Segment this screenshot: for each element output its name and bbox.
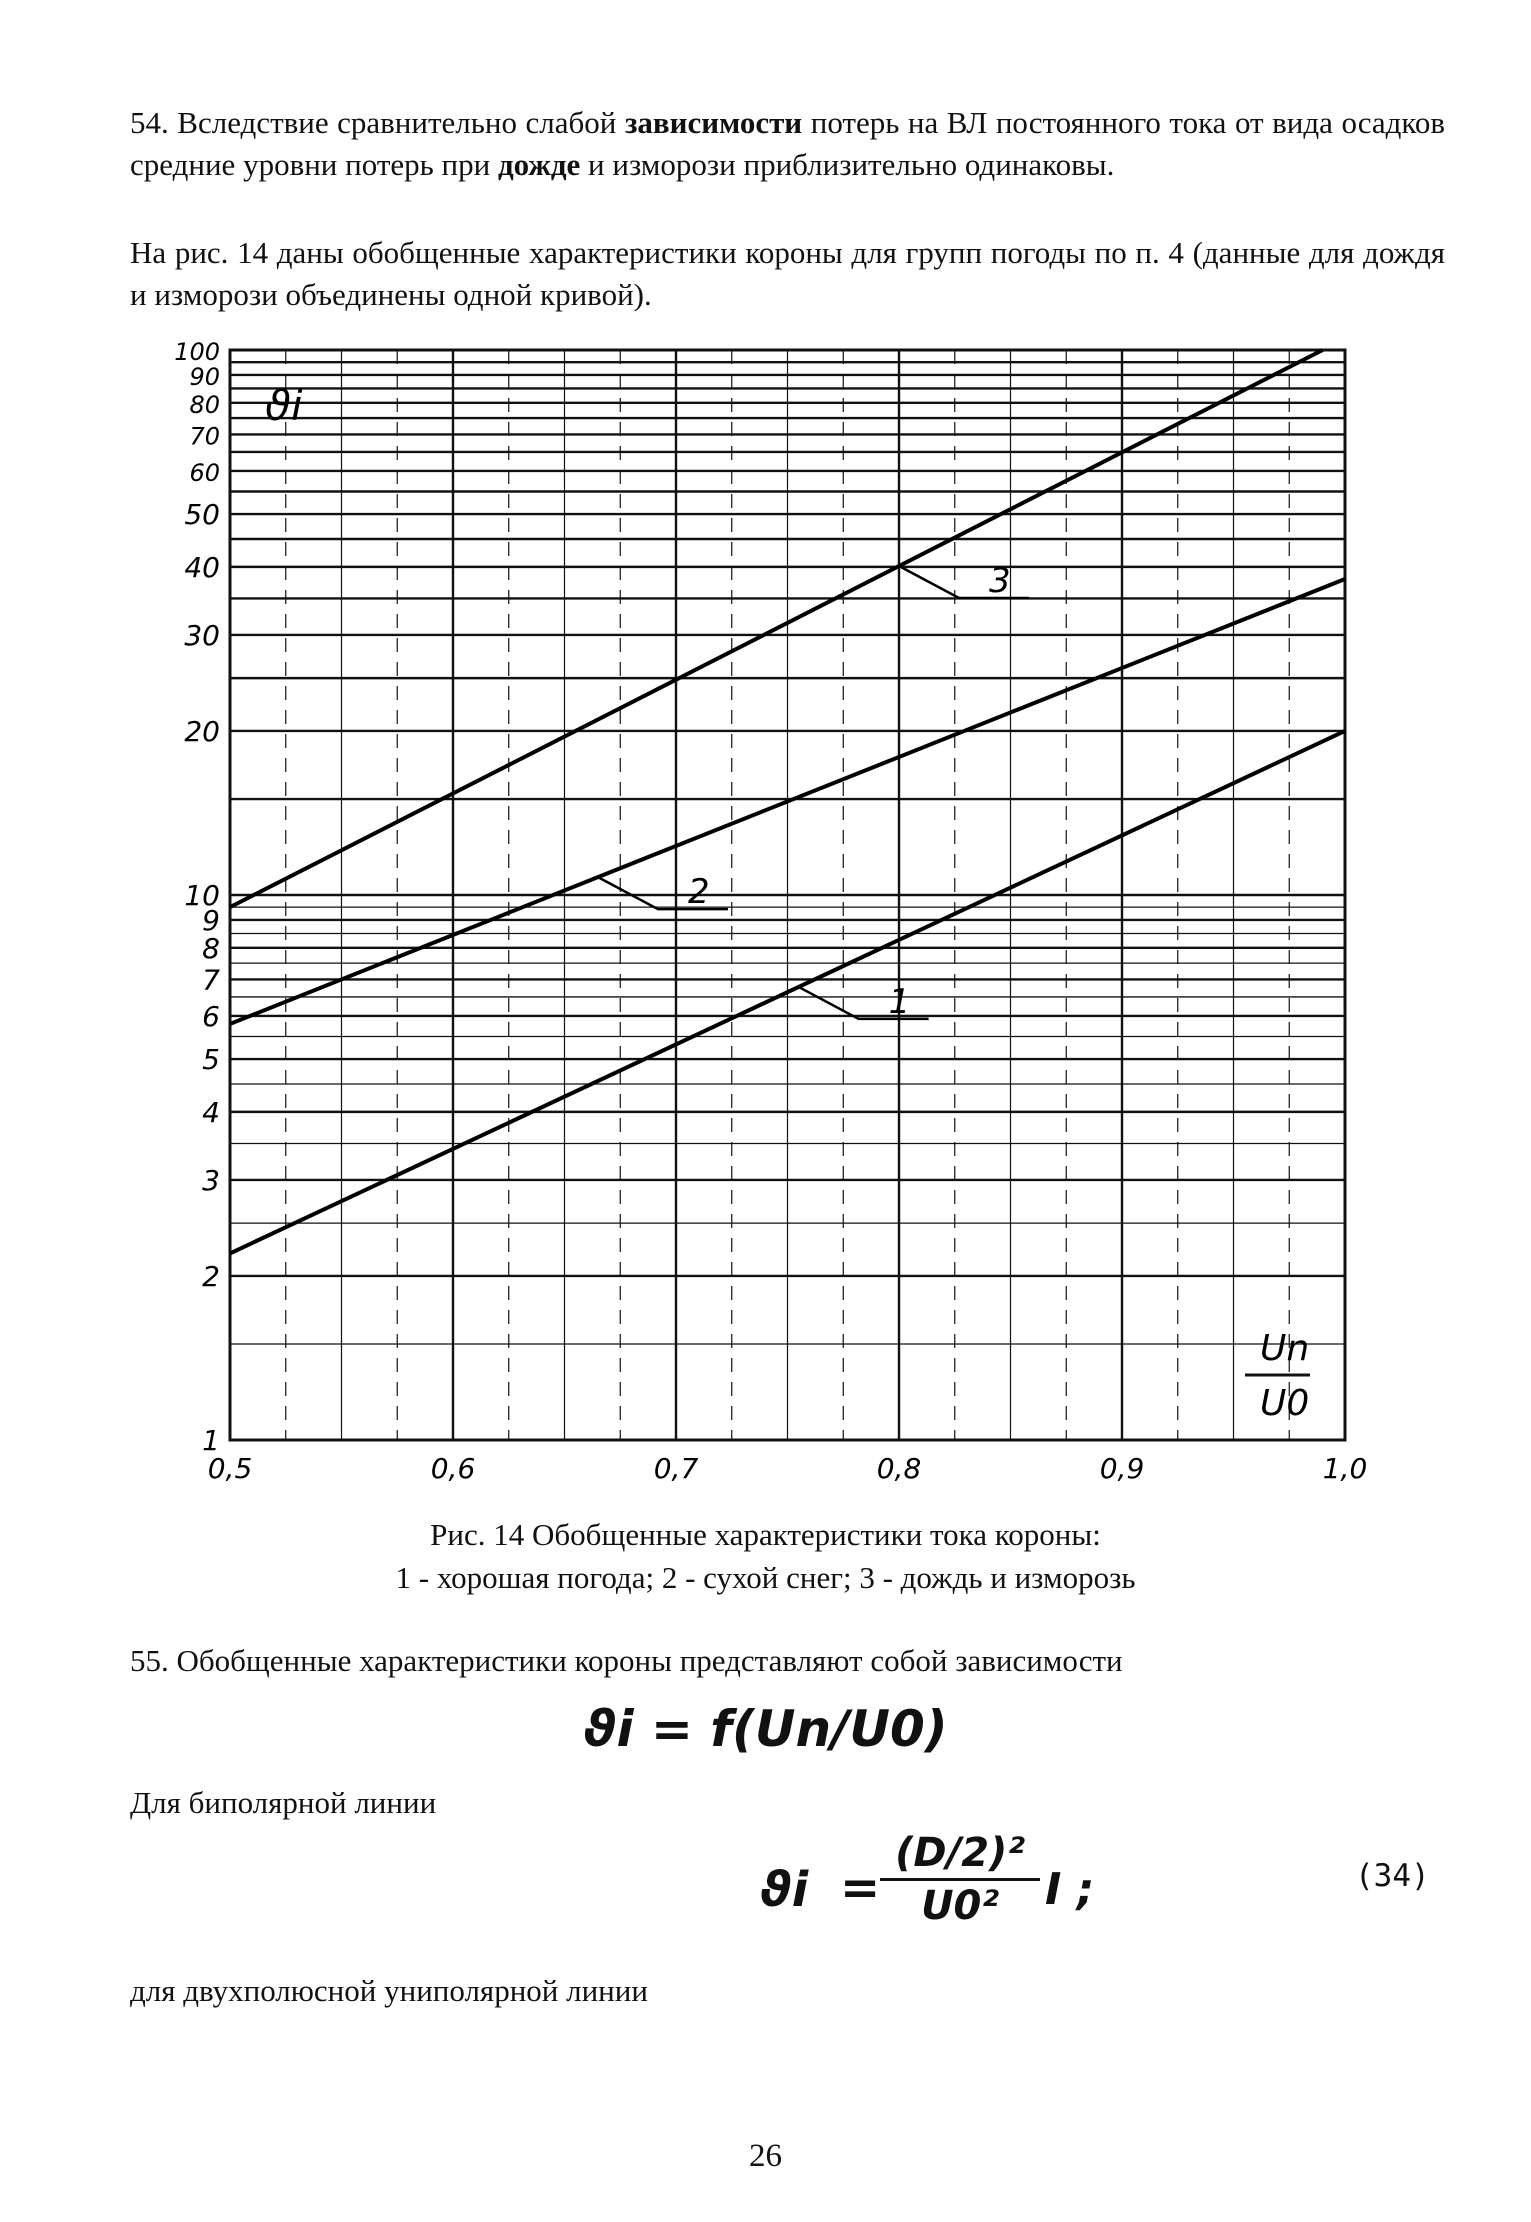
y-tick-label: 30	[184, 618, 220, 652]
chart-grid	[230, 350, 1345, 1440]
y-tick-label: 1	[202, 1424, 220, 1457]
paragraph-54-text-1: 54. Вследствие сравнительно слабой	[130, 105, 625, 140]
curve-label-1: 1	[888, 981, 911, 1022]
y-tick-label: 80	[189, 390, 220, 419]
paragraph-54-bold-2: дожде	[497, 147, 581, 182]
figure-caption-legend: 1 - хорошая погода; 2 - сухой снег; 3 - дождь и изморозь	[395, 1560, 1136, 1595]
x-tick-label: 0,8	[876, 1452, 922, 1485]
y-tick-label: 50	[184, 498, 220, 532]
x-tick-label: 0,5	[207, 1452, 253, 1485]
y-tick-label: 2	[202, 1259, 220, 1293]
x-tick-label: 0,9	[1099, 1452, 1145, 1485]
y-tick-label: 40	[184, 550, 220, 584]
formula-34-denominator: U0²	[921, 1883, 999, 1929]
y-tick-label: 8	[202, 931, 220, 965]
paragraph-54-text-3: и изморози приблизительно одинаковы.	[580, 147, 1115, 182]
paragraph-54	[130, 102, 1445, 186]
curve-label-3: 3	[989, 561, 1011, 602]
bipolar-line-label: Для биполярной линии	[130, 1785, 437, 1820]
y-tick-label: 4	[202, 1095, 220, 1129]
x-tick-label: 0,7	[653, 1452, 699, 1485]
y-tick-label: 9	[202, 903, 220, 937]
y-tick-label: 100	[174, 338, 220, 366]
page-number: 26	[749, 2138, 782, 2174]
y-tick-label: 70	[189, 422, 220, 451]
formula-dependency: ϑi = f(Un/U0)	[583, 1700, 948, 1758]
formula-34-tail: I ;	[1045, 1864, 1095, 1915]
formula-34	[760, 1830, 1180, 1960]
paragraph-fig-reference: На рис. 14 даны обобщенные характеристики короны для групп погоды по п. 4 (данные для дождя и изморози объединены одной кривой).	[130, 235, 1445, 312]
y-tick-label: 60	[189, 458, 220, 487]
paragraph-54-text-2: потерь на ВЛ постоянного тока от вида осадков средние уровни потерь при	[130, 105, 1446, 182]
y-tick-label: 7	[202, 963, 220, 997]
y-tick-labels	[174, 338, 220, 1457]
x-axis-label-denominator: U0	[1260, 1383, 1310, 1424]
y-tick-label: 90	[189, 362, 220, 391]
x-tick-label: 0,6	[430, 1452, 476, 1485]
paragraph-54-bold-1: зависимости	[624, 105, 803, 140]
figure-caption-title: Рис. 14 Обобщенные характеристики тока короны:	[430, 1517, 1101, 1552]
y-tick-label: 20	[184, 714, 220, 748]
equation-number: (34)	[1355, 1858, 1430, 1894]
formula-34-lhs: ϑi	[760, 1862, 809, 1918]
x-tick-labels	[208, 1452, 1368, 1485]
y-axis-label: ϑi	[265, 381, 303, 430]
curve-label-2: 2	[687, 872, 710, 913]
y-tick-label: 6	[202, 999, 220, 1033]
paragraph-55: 55. Обобщенные характеристики короны представляют собой зависимости	[130, 1643, 1123, 1678]
corona-characteristics-chart	[174, 338, 1380, 1510]
formula-34-fraction	[880, 1830, 1040, 1929]
y-tick-label: 10	[184, 879, 220, 912]
y-tick-label: 3	[202, 1163, 220, 1197]
y-tick-label: 5	[202, 1043, 220, 1077]
formula-34-numerator: (D/2)²	[880, 1830, 1040, 1881]
formula-34-equals: =	[840, 1860, 881, 1916]
x-tick-label: 1,0	[1322, 1452, 1368, 1485]
x-axis-label-numerator: Un	[1260, 1328, 1310, 1369]
chart-svg	[174, 338, 1380, 1510]
unipolar-line-label: для двухполюсной униполярной линии	[130, 1973, 648, 2008]
